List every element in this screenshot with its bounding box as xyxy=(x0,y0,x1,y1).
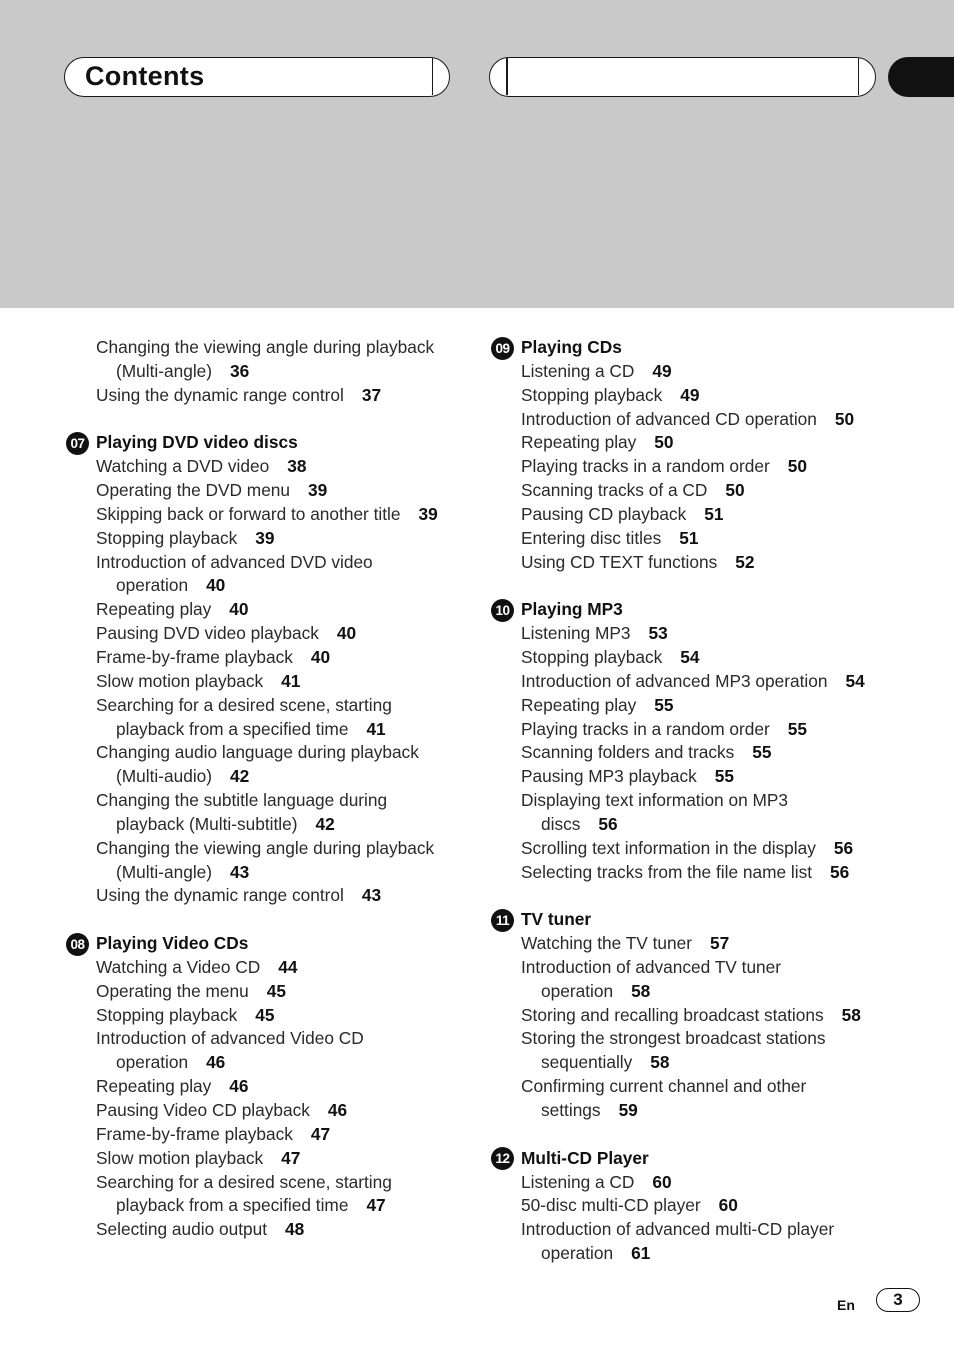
toc-entry[interactable] xyxy=(66,1004,476,1028)
toc-entry[interactable] xyxy=(66,1099,476,1123)
toc-entry[interactable] xyxy=(66,789,476,813)
toc-entry-continuation[interactable] xyxy=(66,718,476,742)
toc-entry[interactable] xyxy=(491,1004,901,1028)
toc-page-number: 58 xyxy=(650,1052,670,1073)
toc-page-number: 41 xyxy=(281,670,301,691)
section-heading-text: Playing CDs xyxy=(521,337,622,357)
toc-entry[interactable] xyxy=(491,527,901,551)
toc-page-number: 43 xyxy=(230,861,250,882)
toc-entry[interactable] xyxy=(66,479,476,503)
toc-entry[interactable] xyxy=(66,980,476,1004)
toc-entry[interactable] xyxy=(66,1147,476,1171)
toc-entry[interactable] xyxy=(66,741,476,765)
toc-entry-text: Using the dynamic range control xyxy=(96,885,344,906)
toc-entry[interactable] xyxy=(66,1171,476,1195)
header-band xyxy=(0,0,954,308)
toc-entry-text: Repeating play xyxy=(96,599,212,620)
toc-entry-continuation[interactable] xyxy=(491,1051,901,1075)
contents-title-box xyxy=(64,57,450,97)
toc-page-number: 50 xyxy=(834,408,855,429)
toc-entry-text: Watching the TV tuner xyxy=(521,933,692,954)
toc-entry-text: Stopping playback xyxy=(96,1004,238,1025)
toc-page-number: 40 xyxy=(206,575,226,596)
toc-entry-text: 50-disc multi-CD player xyxy=(521,1195,701,1216)
toc-page-number: 56 xyxy=(598,813,618,834)
toc-page-number: 46 xyxy=(327,1100,348,1120)
toc-page-number: 49 xyxy=(652,360,672,381)
toc-entry[interactable] xyxy=(66,1218,476,1242)
toc-entry-text: playback from a specified time xyxy=(116,718,349,739)
toc-entry-text: operation xyxy=(541,1243,614,1264)
toc-page-number: 51 xyxy=(679,527,699,548)
section-heading[interactable] xyxy=(491,336,901,360)
toc-page-number: 58 xyxy=(631,980,651,1001)
toc-page-number: 39 xyxy=(308,480,328,501)
toc-entry-text: Storing and recalling broadcast stations xyxy=(521,1004,824,1025)
toc-page-number: 53 xyxy=(648,623,668,644)
toc-entry-text: Pausing CD playback xyxy=(521,503,687,524)
toc-entry-text: Pausing Video CD playback xyxy=(96,1100,310,1120)
toc-entry-continuation[interactable] xyxy=(66,1051,476,1075)
toc-page-number: 59 xyxy=(618,1100,638,1120)
toc-page-number: 56 xyxy=(833,837,854,858)
toc-entry-text: Slow motion playback xyxy=(96,1147,264,1168)
toc-entry[interactable] xyxy=(491,956,901,980)
section-heading-text: Playing DVD video discs xyxy=(96,432,298,453)
toc-entry[interactable] xyxy=(491,1171,901,1195)
toc-entry-text: Frame-by-frame playback xyxy=(96,646,293,667)
section-number-badge: 11 xyxy=(491,909,514,932)
toc-entry-text: Introduction of advanced TV tuner xyxy=(521,956,782,977)
toc-page-number: 44 xyxy=(278,956,298,977)
footer-page-number: 3 xyxy=(876,1288,920,1312)
section-heading[interactable] xyxy=(66,431,476,455)
toc-entry-text: Selecting audio output xyxy=(96,1219,268,1240)
toc-page-number: 43 xyxy=(361,885,382,906)
toc-page-number: 50 xyxy=(654,432,674,453)
toc-entry-text: Watching a DVD video xyxy=(96,456,270,477)
toc-entry[interactable] xyxy=(66,1027,476,1051)
toc-page-number: 39 xyxy=(418,503,438,524)
footer-language: En xyxy=(837,1297,855,1313)
toc-entry-text: (Multi-angle) xyxy=(116,360,213,381)
section-heading-text: TV tuner xyxy=(521,909,592,930)
toc-entry-text: Introduction of advanced CD operation xyxy=(521,408,817,429)
toc-entry[interactable] xyxy=(66,527,476,551)
toc-entry[interactable] xyxy=(66,598,476,622)
toc-page-number: 60 xyxy=(718,1195,738,1216)
toc-entry[interactable] xyxy=(491,431,901,455)
toc-entry-text: settings xyxy=(541,1100,601,1120)
toc-page-number: 58 xyxy=(841,1004,861,1025)
toc-page-number: 46 xyxy=(206,1052,226,1073)
toc-entry-text: playback from a specified time xyxy=(116,1195,349,1216)
toc-page-number: 46 xyxy=(229,1076,249,1097)
toc-right-column xyxy=(491,336,901,1266)
toc-entry-text: Using the dynamic range control xyxy=(96,384,344,405)
toc-entry[interactable] xyxy=(491,932,901,956)
toc-entry-text: Changing the subtitle language during xyxy=(96,790,388,811)
toc-entry-text: Scanning folders and tracks xyxy=(521,742,735,763)
toc-entry-text: operation xyxy=(116,1052,189,1073)
toc-entry-text: Entering disc titles xyxy=(521,527,662,548)
toc-entry-text: Introduction of advanced MP3 operation xyxy=(521,670,828,691)
section-number-badge: 07 xyxy=(66,432,89,455)
toc-entry[interactable] xyxy=(66,1123,476,1147)
toc-page-number: 55 xyxy=(654,694,674,715)
toc-page-number: 60 xyxy=(652,1171,672,1192)
section-heading[interactable] xyxy=(491,1147,901,1171)
toc-entry-text: Repeating play xyxy=(521,432,637,453)
section-heading[interactable] xyxy=(491,598,901,622)
toc-entry-continuation[interactable] xyxy=(491,813,901,837)
toc-entry-text: Stopping playback xyxy=(521,646,663,667)
toc-entry-text: Pausing MP3 playback xyxy=(521,766,697,787)
toc-page-number: 45 xyxy=(255,1004,275,1025)
toc-entry-text: Displaying text information on MP3 xyxy=(521,790,789,811)
toc-entry-text: Listening MP3 xyxy=(521,623,631,644)
toc-entry-continuation[interactable] xyxy=(66,1194,476,1218)
section-heading[interactable] xyxy=(66,932,476,956)
toc-entry-continuation[interactable] xyxy=(491,1242,901,1266)
toc-entry-continuation[interactable] xyxy=(491,980,901,1004)
toc-entry-text: Confirming current channel and other xyxy=(521,1076,807,1097)
toc-page-number: 48 xyxy=(285,1219,305,1240)
toc-page-number: 36 xyxy=(230,360,250,381)
toc-entry[interactable] xyxy=(66,503,476,527)
toc-entry[interactable] xyxy=(66,622,476,646)
toc-page-number: 54 xyxy=(845,670,865,691)
section-heading-text: Playing Video CDs xyxy=(96,933,249,954)
page-title: Contents xyxy=(85,61,205,91)
section-spacer xyxy=(491,884,901,908)
toc-entry-text: Playing tracks in a random order xyxy=(521,718,770,739)
toc-entry[interactable] xyxy=(491,646,901,670)
toc-entry[interactable] xyxy=(491,1027,901,1051)
toc-page-number: 47 xyxy=(281,1147,301,1168)
toc-entry-text: Introduction of advanced DVD video xyxy=(96,551,373,572)
toc-page-number: 51 xyxy=(704,503,724,524)
toc-page-number: 39 xyxy=(255,527,275,548)
toc-entry[interactable] xyxy=(491,789,901,813)
toc-entry-text: Skipping back or forward to another title xyxy=(96,503,401,524)
toc-entry-text: Storing the strongest broadcast stations xyxy=(521,1028,826,1049)
toc-entry[interactable] xyxy=(66,646,476,670)
toc-entry-text: Repeating play xyxy=(521,694,637,715)
toc-entry-text: Searching for a desired scene, starting xyxy=(96,1171,392,1192)
toc-entry-text: Operating the menu xyxy=(96,980,249,1001)
toc-entry[interactable] xyxy=(491,670,901,694)
toc-entry-text: Changing the viewing angle during playback xyxy=(96,337,435,357)
toc-entry-text: (Multi-audio) xyxy=(116,766,213,787)
toc-entry[interactable] xyxy=(66,551,476,575)
toc-entry-text: Listening a CD xyxy=(521,1171,635,1192)
toc-entry-text: (Multi-angle) xyxy=(116,861,213,882)
toc-page-number: 55 xyxy=(787,718,808,739)
toc-page-number: 50 xyxy=(787,456,808,477)
toc-entry-continuation[interactable] xyxy=(66,813,476,837)
toc-entry-text: Stopping playback xyxy=(521,384,663,405)
toc-entry-continuation[interactable] xyxy=(491,1099,901,1123)
blank-title-box xyxy=(489,57,876,97)
toc-entry[interactable] xyxy=(491,479,901,503)
section-spacer xyxy=(491,574,901,598)
toc-entry[interactable] xyxy=(491,741,901,765)
toc-page-number: 49 xyxy=(680,384,700,405)
toc-entry-text: operation xyxy=(116,575,189,596)
toc-entry-text: Repeating play xyxy=(96,1076,212,1097)
section-number-badge: 12 xyxy=(491,1147,514,1170)
toc-entry[interactable] xyxy=(66,1075,476,1099)
toc-entry[interactable] xyxy=(491,384,901,408)
toc-page-number: 47 xyxy=(366,1195,386,1216)
toc-page-number: 52 xyxy=(735,551,755,572)
toc-entry[interactable] xyxy=(491,408,901,432)
toc-entry[interactable] xyxy=(491,837,901,861)
toc-entry-text: playback (Multi-subtitle) xyxy=(116,813,298,834)
toc-entry[interactable] xyxy=(66,837,476,861)
toc-entry-text: Listening a CD xyxy=(521,360,635,381)
toc-entry[interactable] xyxy=(491,861,901,885)
toc-page-number: 45 xyxy=(266,980,286,1001)
toc-entry[interactable] xyxy=(66,384,476,408)
toc-page-number: 38 xyxy=(287,456,307,477)
toc-page-number: 61 xyxy=(631,1243,651,1264)
toc-entry[interactable] xyxy=(66,670,476,694)
toc-page-number: 47 xyxy=(310,1123,331,1144)
toc-entry-text: Changing the viewing angle during playback xyxy=(96,837,435,858)
toc-page-number: 42 xyxy=(315,813,335,834)
section-heading-text: Playing MP3 xyxy=(521,599,623,620)
toc-entry-text: Watching a Video CD xyxy=(96,956,261,977)
toc-entry-text: Using CD TEXT functions xyxy=(521,551,718,572)
toc-page-number: 40 xyxy=(229,599,249,620)
toc-entry-text: discs xyxy=(541,813,581,834)
toc-entry[interactable] xyxy=(66,884,476,908)
toc-entry-text: Introduction of advanced multi-CD player xyxy=(521,1219,835,1240)
toc-page-number: 55 xyxy=(714,766,735,787)
toc-entry-text: Stopping playback xyxy=(96,527,238,548)
toc-page-number: 40 xyxy=(310,646,331,667)
section-spacer xyxy=(66,908,476,932)
section-heading[interactable] xyxy=(491,908,901,932)
section-spacer xyxy=(491,1123,901,1147)
toc-entry-text: Scanning tracks of a CD xyxy=(521,480,708,501)
toc-entry[interactable] xyxy=(491,694,901,718)
toc-page-number: 56 xyxy=(830,861,850,882)
toc-entry[interactable] xyxy=(491,1075,901,1099)
section-spacer xyxy=(66,408,476,432)
toc-page-number: 40 xyxy=(336,623,357,644)
section-number-badge: 10 xyxy=(491,599,514,622)
toc-page-number: 50 xyxy=(725,480,745,501)
toc-entry[interactable] xyxy=(491,551,901,575)
toc-entry-text: Introduction of advanced Video CD xyxy=(96,1028,364,1049)
toc-page-number: 41 xyxy=(366,718,386,739)
toc-entry[interactable] xyxy=(66,694,476,718)
toc-page-number: 54 xyxy=(680,646,700,667)
section-number-badge: 09 xyxy=(491,337,514,360)
toc-page-number: 37 xyxy=(361,384,382,405)
toc-entry-text: Frame-by-frame playback xyxy=(96,1123,293,1144)
toc-entry-text: Selecting tracks from the file name list xyxy=(521,861,813,882)
toc-entry-text: Searching for a desired scene, starting xyxy=(96,694,392,715)
toc-entry[interactable] xyxy=(491,1218,901,1242)
toc-entry-text: sequentially xyxy=(541,1052,633,1073)
toc-entry[interactable] xyxy=(491,1194,901,1218)
toc-entry-text: Playing tracks in a random order xyxy=(521,456,770,477)
toc-page-number: 42 xyxy=(230,766,250,787)
section-tab-marker xyxy=(888,57,954,97)
toc-entry[interactable] xyxy=(66,956,476,980)
toc-entry-text: Operating the DVD menu xyxy=(96,480,291,501)
toc-left-column xyxy=(66,336,476,1242)
toc-entry[interactable] xyxy=(491,765,901,789)
toc-entry-continuation[interactable] xyxy=(66,360,476,384)
toc-entry-continuation[interactable] xyxy=(66,574,476,598)
toc-page-number: 57 xyxy=(709,933,730,954)
toc-entry-continuation[interactable] xyxy=(66,861,476,885)
toc-entry[interactable] xyxy=(66,455,476,479)
toc-entry-text: Slow motion playback xyxy=(96,670,264,691)
toc-entry-text: Pausing DVD video playback xyxy=(96,623,319,644)
section-heading-text: Multi-CD Player xyxy=(521,1147,649,1168)
toc-entry-text: Scrolling text information in the display xyxy=(521,837,816,858)
toc-entry[interactable] xyxy=(491,455,901,479)
toc-entry[interactable] xyxy=(491,503,901,527)
toc-entry[interactable] xyxy=(491,622,901,646)
toc-entry[interactable] xyxy=(491,718,901,742)
section-number-badge: 08 xyxy=(66,933,89,956)
toc-entry[interactable] xyxy=(66,336,476,360)
toc-entry-text: Changing audio language during playback xyxy=(96,742,419,763)
toc-page-number: 55 xyxy=(752,742,772,763)
toc-entry-text: operation xyxy=(541,980,614,1001)
toc-entry[interactable] xyxy=(491,360,901,384)
toc-entry-continuation[interactable] xyxy=(66,765,476,789)
